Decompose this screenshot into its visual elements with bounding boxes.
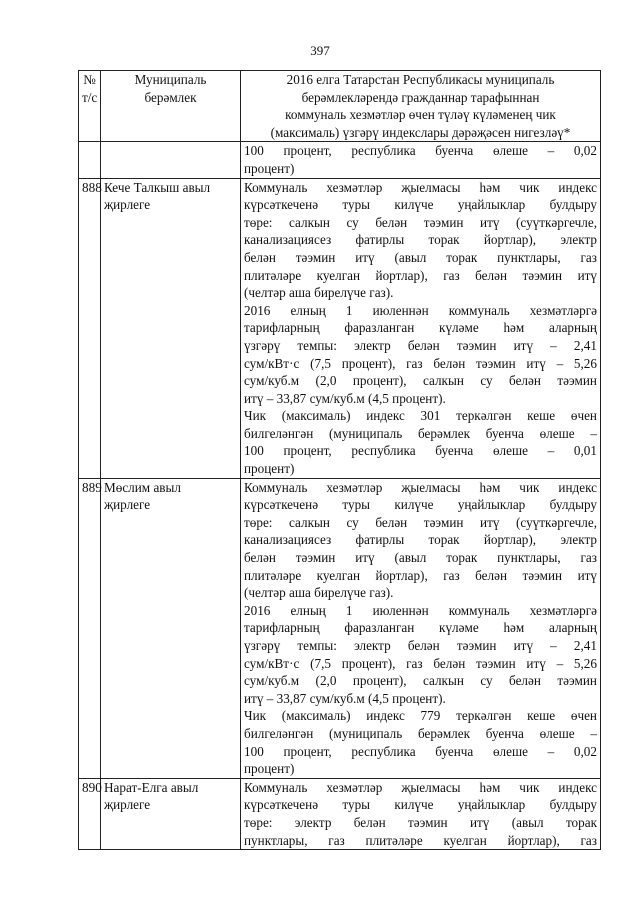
description-line: Коммуналь хезмәтләр җыелмасы һәм чик индекс [244,779,597,795]
description-line: төре: салкын су белән тәэмин итү (суүткәргечле, [244,214,597,230]
description-line: тарифларның фаразланган күләме һәм аларның [244,320,597,336]
header-municipality-line: берәмлек [144,89,197,105]
description-line: 100 процент, республика буенча өлеше – 0,02 [244,743,597,759]
description-line: 100 процент, республика буенча өлеше – 0,01 [244,443,597,459]
table-row [79,478,601,778]
header-description-line: 2016 елга Татарстан Республикасы муниципаль [286,72,555,87]
description-line: күрсәткеченә туры килүче уңайлыклар булдыру [244,797,597,813]
description-line: плитәләре куелган йортлар), газ белән тәэмин итү [244,267,597,283]
description-line: 2016 елның 1 июленнән коммуналь хезмәтләргә [244,602,597,618]
header-description-line: (максималь) үзгәрү индекслары дәрәҗәсен нигезләү* [270,124,571,140]
header-description-cell [241,71,601,142]
municipality-name-line: җирлеге [104,497,151,513]
table-row [79,778,601,849]
header-description-line: коммуналь хезмәтләр өчен түләү күләменең чик [285,107,556,123]
municipality-cell [101,178,241,478]
municipality-name-line: Кече Талкыш авыл [104,179,211,195]
description-line: канализациясез фатирлы торак йортлар), электр [244,232,597,248]
description-line: Коммуналь хезмәтләр җыелмасы һәм чик индекс [244,179,597,195]
municipality-cell [101,142,241,178]
header-municipality-line: Муниципаль [134,72,207,87]
header-number-line: № [83,72,96,87]
description-line: канализациясез фатирлы торак йортлар), электр [244,532,597,548]
description-line: Чик (максималь) индекс 779 теркәлгән кеше өчен [244,708,597,724]
description-line: күрсәткеченә туры килүче уңайлыклар булдыру [244,497,597,513]
description-line: сум/куб.м (2,0 процент), салкын су белән тәэмин [244,673,597,689]
header-municipality-cell [101,71,241,142]
description-line: сум/кВт·с (7,5 процент), газ белән тәэмин итү – 5,26 [244,655,597,671]
row-number [79,142,101,178]
description-line: белән тәэмин итү (авыл торак пунктлары, газ [244,249,597,265]
page-number: 397 [310,43,330,58]
description-line: сум/кВт·с (7,5 процент), газ белән тәэмин итү – 5,26 [244,355,597,371]
description-line: (челтәр аша бирелүче газ). [244,285,394,301]
description-line: 100 процент, республика буенча өлеше – 0,02 [244,143,597,159]
description-line: төре: электр белән тәэмин итү (авыл торак [244,814,597,830]
municipality-name-line: Мөслим авыл [104,479,181,495]
municipality-cell [101,778,241,849]
municipality-name-line: җирлеге [104,797,151,813]
description-line: Коммуналь хезмәтләр җыелмасы һәм чик индекс [244,479,597,495]
description-line: билгеләнгән (муниципаль берәмлек буенча өлеше – [244,725,597,741]
header-number-cell [79,71,101,142]
description-line: итү – 33,87 сум/куб.м (4,5 процент). [244,690,446,706]
table-row [79,178,601,478]
description-line: күрсәткеченә туры килүче уңайлыклар булдыру [244,197,597,213]
description-line: процент) [244,761,295,777]
description-line: процент) [244,160,295,176]
description-line: белән тәэмин итү (авыл торак пунктлары, газ [244,550,597,566]
description-line: төре: салкын су белән тәэмин итү (суүткәргечле, [244,514,597,530]
table-row [79,142,601,178]
municipality-cell [101,478,241,778]
description-cell [241,778,601,849]
description-line: процент) [244,461,295,477]
municipality-name-line: җирлеге [104,197,151,213]
description-cell [241,178,601,478]
description-line: билгеләнгән (муниципаль берәмлек буенча өлеше – [244,425,597,441]
municipal-index-table [78,70,601,850]
description-line: үзгәрү темпы: электр белән тәэмин итү – 2,41 [244,638,597,653]
description-line: пунктлары, газ плитәләре куелган йортлар), газ [244,832,597,848]
description-line: Чик (максималь) индекс 301 теркәлгән кеше өчен [244,408,597,424]
row-number: 888 [79,178,101,478]
description-cell [241,478,601,778]
row-number: 889 [79,478,101,778]
header-description-line: берәмлекләрендә гражданнар тарафыннан [301,89,540,105]
header-number-line: т/с [82,89,98,105]
description-cell [241,142,601,178]
description-line: (челтәр аша бирелүче газ). [244,585,394,601]
description-line: тарифларның фаразланган күләме һәм аларның [244,620,597,636]
description-line: плитәләре куелган йортлар), газ белән тәэмин итү [244,567,597,583]
description-line: сум/куб.м (2,0 процент), салкын су белән тәэмин [244,373,597,389]
table-header-row [79,71,601,142]
description-line: үзгәрү темпы: электр белән тәэмин итү – 2,41 [244,337,597,353]
description-line: 2016 елның 1 июленнән коммуналь хезмәтләргә [244,302,597,318]
row-number: 890 [79,778,101,849]
description-line: итү – 33,87 сум/куб.м (4,5 процент). [244,390,446,406]
municipality-name-line: Нарат-Елга авыл [104,779,199,795]
